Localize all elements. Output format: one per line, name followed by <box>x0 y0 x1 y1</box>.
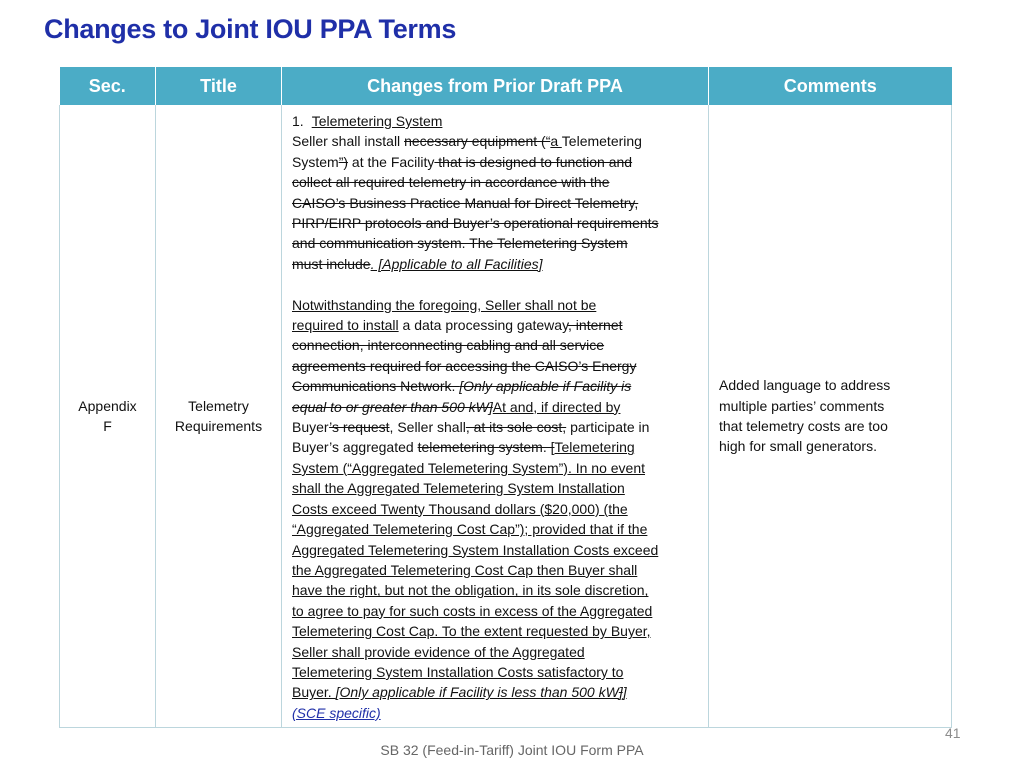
text-plain: Buyer <box>292 419 330 436</box>
section-line: Appendix <box>78 397 137 414</box>
text-inserted: and, if directed by <box>506 398 621 415</box>
change-line-inserted: Aggregated Telemetering System Installation Costs exceed <box>292 541 659 558</box>
text-deleted: ’s request <box>329 419 390 436</box>
change-line <box>292 152 702 172</box>
item-heading-line <box>292 111 702 131</box>
paragraph-gap <box>292 274 702 294</box>
text-plain: System <box>292 153 339 170</box>
change-line-inserted: Notwithstanding the foregoing, Seller shall not be <box>292 296 597 313</box>
text-plain: , Seller shall <box>389 419 466 436</box>
section-line: F <box>103 418 112 435</box>
text-deleted: [Only applicable if Facility is <box>459 378 632 395</box>
change-line-inserted: Telemetering Cost Cap. To the extent requested by Buyer, <box>292 623 651 640</box>
change-line-deleted: connection, interconnecting cabling and all service <box>292 337 605 354</box>
change-line-inserted: shall the Aggregated Telemetering System Installation <box>292 480 625 497</box>
text-deleted: must include <box>292 255 371 272</box>
change-line-inserted: the Aggregated Telemetering Cost Cap then Buyer shall <box>292 561 638 578</box>
text-deleted: ] <box>618 684 623 701</box>
text-inserted: At <box>492 398 507 415</box>
page-number: 41 <box>945 725 961 741</box>
header-title: Title <box>156 67 282 105</box>
change-line-deleted: CAISO’s Business Practice Manual for Direct Telemetry, <box>292 194 639 211</box>
text-inserted: Buyer. <box>292 684 336 701</box>
change-line-deleted: agreements required for accessing the CAISO’s Energy <box>292 357 637 374</box>
change-line <box>292 437 702 457</box>
title-line: Requirements <box>174 418 263 435</box>
cell-changes <box>282 105 709 728</box>
text-deleted: telemetering system. [ <box>417 439 555 456</box>
change-line-inserted: Seller shall provide evidence of the Aggregated <box>292 643 585 660</box>
cell-section <box>60 105 156 728</box>
item-number: 1. <box>292 113 304 129</box>
text-inserted: . [Applicable to all Facilities] <box>370 255 543 272</box>
change-line-deleted: PIRP/EIRP protocols and Buyer’s operational requirements <box>292 215 659 232</box>
change-line-inserted: to agree to pay for such costs in excess of the Aggregated <box>292 602 653 619</box>
text-deleted: equal to or greater than 500 kW] <box>292 398 493 415</box>
change-line-inserted: have the right, but not the obligation, in its sole discretion, <box>292 582 649 599</box>
table-row <box>60 105 952 728</box>
comment-line: that telemetry costs are too <box>719 418 888 435</box>
text-plain: a data processing gateway <box>398 317 569 334</box>
change-line <box>292 254 702 274</box>
change-line-inserted: System (“Aggregated Telemetering System”). In no event <box>292 459 646 476</box>
change-line-deleted: and communication system. The Telemetering System <box>292 235 628 252</box>
item-heading: Telemetering System <box>311 113 443 129</box>
text-deleted: Communications Network. <box>292 378 460 395</box>
text-deleted: , at its sole cost, <box>465 419 567 436</box>
change-line <box>292 315 702 335</box>
text-plain: Buyer’s aggregated <box>292 439 418 456</box>
text-deleted: necessary equipment (“ <box>404 133 551 150</box>
change-line <box>292 417 702 437</box>
text-inserted: Telemetering <box>554 439 635 456</box>
sce-specific-note: (SCE specific) <box>292 704 381 721</box>
text-plain: Seller shall install <box>292 133 405 150</box>
text-inserted: [Only applicable if Facility is less than 500 kW <box>335 684 619 701</box>
header-changes: Changes from Prior Draft PPA <box>282 67 709 105</box>
slide-footer: SB 32 (Feed-in-Tariff) Joint IOU Form PPA <box>380 742 644 758</box>
header-comments: Comments <box>709 67 952 105</box>
change-line-deleted: collect all required telemetry in accordance with the <box>292 174 610 191</box>
change-line <box>292 376 702 396</box>
text-inserted: required to install <box>292 317 399 334</box>
change-line-inserted: Costs exceed Twenty Thousand dollars ($20,000) (the <box>292 500 628 517</box>
slide-title: Changes to Joint IOU PPA Terms <box>44 14 457 44</box>
text-plain: at the Facility <box>348 153 435 170</box>
change-line <box>292 682 702 702</box>
text-inserted: a <box>550 133 562 150</box>
comment-line: high for small generators. <box>719 438 877 455</box>
comment-line: Added language to address <box>719 377 891 394</box>
header-sec: Sec. <box>60 67 156 105</box>
text-plain: participate in <box>566 419 650 436</box>
text-inserted: ] <box>622 684 627 701</box>
change-line <box>292 131 702 151</box>
title-line: Telemetry <box>188 397 249 414</box>
change-line-inserted: Telemetering System Installation Costs satisfactory to <box>292 663 624 680</box>
text-deleted: that is designed to function and <box>434 153 633 170</box>
change-line-inserted: “Aggregated Telemetering Cost Cap”); provided that if the <box>292 521 648 538</box>
table-header-row <box>60 67 952 105</box>
changes-table <box>59 67 952 728</box>
cell-comments <box>709 105 952 728</box>
cell-title <box>156 105 282 728</box>
text-deleted: ”) <box>338 153 349 170</box>
change-line <box>292 397 702 417</box>
comment-line: multiple parties’ comments <box>719 397 885 414</box>
text-deleted: , internet <box>568 317 623 334</box>
text-plain: Telemetering <box>561 133 642 150</box>
